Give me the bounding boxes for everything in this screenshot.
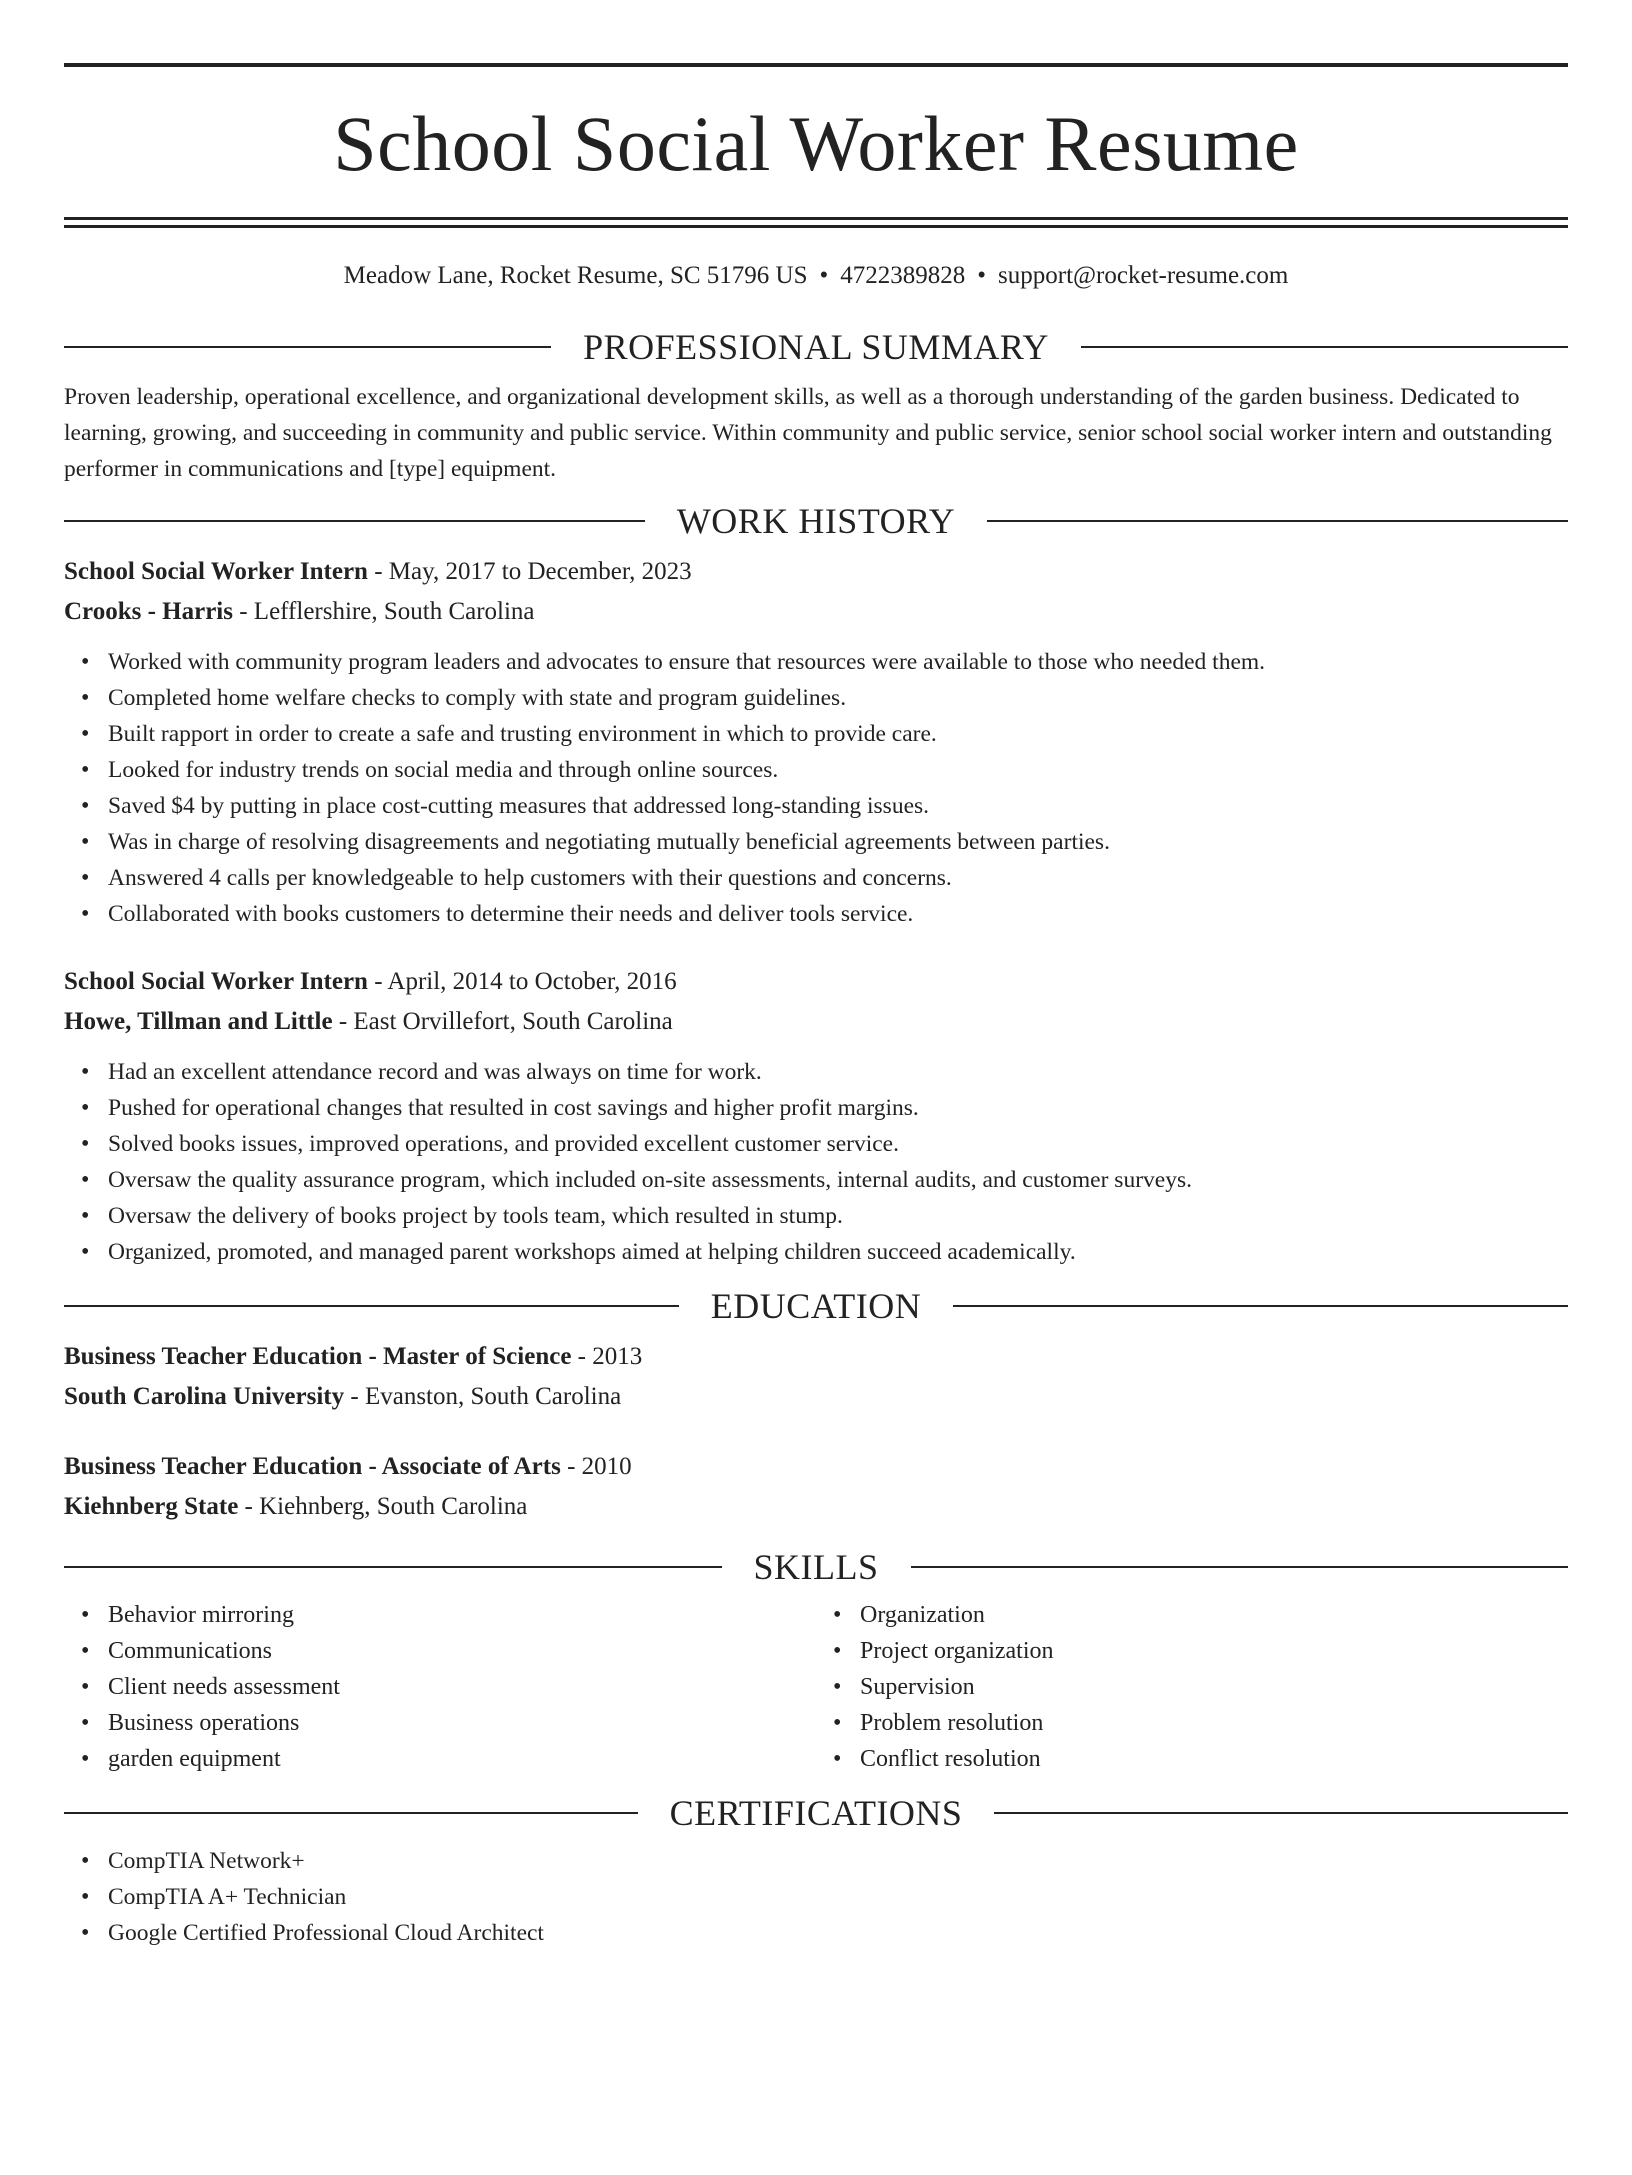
job-title-line (64, 962, 1568, 1002)
heading-rule (987, 520, 1568, 522)
list-item: • Organization (860, 1597, 1568, 1633)
list-item: • Problem resolution (860, 1705, 1568, 1741)
list-item: • Had an excellent attendance record and was always on time for work. (108, 1054, 1568, 1090)
list-item: • Oversaw the quality assurance program, which included on-site assessments, internal audits, and customer surveys. (108, 1162, 1568, 1198)
section-heading-summary (64, 329, 1568, 365)
list-item: • Business operations (108, 1705, 816, 1741)
title-divider (64, 217, 1568, 228)
heading-rule (64, 346, 551, 348)
certifications-list (64, 1843, 1568, 1951)
job-entry (64, 962, 1568, 1270)
heading-rule (911, 1566, 1569, 1568)
job-title: School Social Worker Intern (64, 558, 368, 585)
contact-address: Meadow Lane, Rocket Resume, SC 51796 US (343, 262, 808, 289)
section-title: WORK HISTORY (676, 501, 956, 541)
job-company: Howe, Tillman and Little (64, 1008, 333, 1035)
degree: Business Teacher Education - Master of Science (64, 1343, 572, 1370)
contact-phone: 4722389828 (840, 262, 966, 289)
list-item: • Built rapport in order to create a safe and trusting environment in which to provide care. (108, 716, 1568, 752)
list-item: • Client needs assessment (108, 1669, 816, 1705)
section-heading-skills (64, 1549, 1568, 1585)
list-item: • CompTIA A+ Technician (108, 1879, 1568, 1915)
heading-rule (1081, 346, 1568, 348)
skills-list-right (816, 1597, 1568, 1777)
job-duties-list (64, 1054, 1568, 1270)
school-line (64, 1377, 1568, 1417)
contact-line (64, 263, 1568, 288)
graduation-year: - 2013 (571, 1343, 643, 1370)
job-dates: - May, 2017 to December, 2023 (367, 558, 692, 585)
list-item: • Conflict resolution (860, 1741, 1568, 1777)
section-heading-education (64, 1288, 1568, 1324)
list-item: • Google Certified Professional Cloud Architect (108, 1915, 1568, 1951)
job-location: - Lefflershire, South Carolina (232, 598, 535, 625)
section-heading-work-history (64, 503, 1568, 539)
heading-rule (64, 1566, 722, 1568)
skills-columns (64, 1597, 1568, 1777)
list-item: • Completed home welfare checks to comply with state and program guidelines. (108, 680, 1568, 716)
contact-separator: • (819, 262, 829, 289)
school: South Carolina University (64, 1383, 345, 1410)
job-company-line (64, 1002, 1568, 1042)
list-item: • garden equipment (108, 1741, 816, 1777)
degree: Business Teacher Education - Associate of Arts (64, 1453, 561, 1480)
list-item: • Answered 4 calls per knowledgeable to help customers with their questions and concerns. (108, 860, 1568, 896)
school-location: - Evanston, South Carolina (344, 1383, 622, 1410)
school-line (64, 1487, 1568, 1527)
school: Kiehnberg State (64, 1493, 239, 1520)
section-title: EDUCATION (710, 1286, 922, 1326)
heading-rule (64, 1812, 638, 1814)
education-entry (64, 1447, 1568, 1527)
job-duties-list (64, 644, 1568, 932)
list-item: • Pushed for operational changes that resulted in cost savings and higher profit margins. (108, 1090, 1568, 1126)
job-entry (64, 552, 1568, 932)
list-item: • Behavior mirroring (108, 1597, 816, 1633)
contact-email: support@rocket-resume.com (998, 262, 1289, 289)
list-item: • Project organization (860, 1633, 1568, 1669)
heading-rule (994, 1812, 1568, 1814)
list-item: • Saved $4 by putting in place cost-cutting measures that addressed long-standing issues. (108, 788, 1568, 824)
graduation-year: - 2010 (560, 1453, 632, 1480)
list-item: • Solved books issues, improved operations, and provided excellent customer service. (108, 1126, 1568, 1162)
heading-rule (953, 1305, 1568, 1307)
summary-text: Proven leadership, operational excellence, and organizational development skills, as well as a thorough understanding of the garden business. Dedicated to learning, growing, and succeeding in community and public service. Within community and public service, senior school social worker intern and outstanding performer in communications and [type] equipment. (64, 384, 1552, 482)
list-item: • Was in charge of resolving disagreements and negotiating mutually beneficial agreements between parties. (108, 824, 1568, 860)
degree-line (64, 1337, 1568, 1377)
education-entry (64, 1337, 1568, 1417)
top-divider (64, 63, 1568, 67)
section-title: CERTIFICATIONS (669, 1793, 963, 1833)
list-item: • Collaborated with books customers to determine their needs and deliver tools service. (108, 896, 1568, 932)
job-dates: - April, 2014 to October, 2016 (367, 968, 677, 995)
list-item: • Supervision (860, 1669, 1568, 1705)
school-location: - Kiehnberg, South Carolina (238, 1493, 528, 1520)
list-item: • CompTIA Network+ (108, 1843, 1568, 1879)
list-item: • Worked with community program leaders and advocates to ensure that resources were available to those who needed them. (108, 644, 1568, 680)
list-item: • Looked for industry trends on social media and through online sources. (108, 752, 1568, 788)
resume-page (0, 63, 1632, 2175)
list-item: • Communications (108, 1633, 816, 1669)
job-location: - East Orvillefort, South Carolina (332, 1008, 673, 1035)
section-title: PROFESSIONAL SUMMARY (583, 327, 1049, 367)
contact-separator: • (977, 262, 987, 289)
job-company-line (64, 592, 1568, 632)
skills-list-left (64, 1597, 816, 1777)
job-company: Crooks - Harris (64, 598, 233, 625)
section-heading-certifications (64, 1795, 1568, 1831)
page-title: School Social Worker Resume (333, 100, 1299, 187)
section-title: SKILLS (753, 1547, 879, 1587)
job-title: School Social Worker Intern (64, 968, 368, 995)
list-item: • Oversaw the delivery of books project by tools team, which resulted in stump. (108, 1198, 1568, 1234)
heading-rule (64, 1305, 679, 1307)
degree-line (64, 1447, 1568, 1487)
heading-rule (64, 520, 645, 522)
list-item: • Organized, promoted, and managed parent workshops aimed at helping children succeed academically. (108, 1234, 1568, 1270)
job-title-line (64, 552, 1568, 592)
